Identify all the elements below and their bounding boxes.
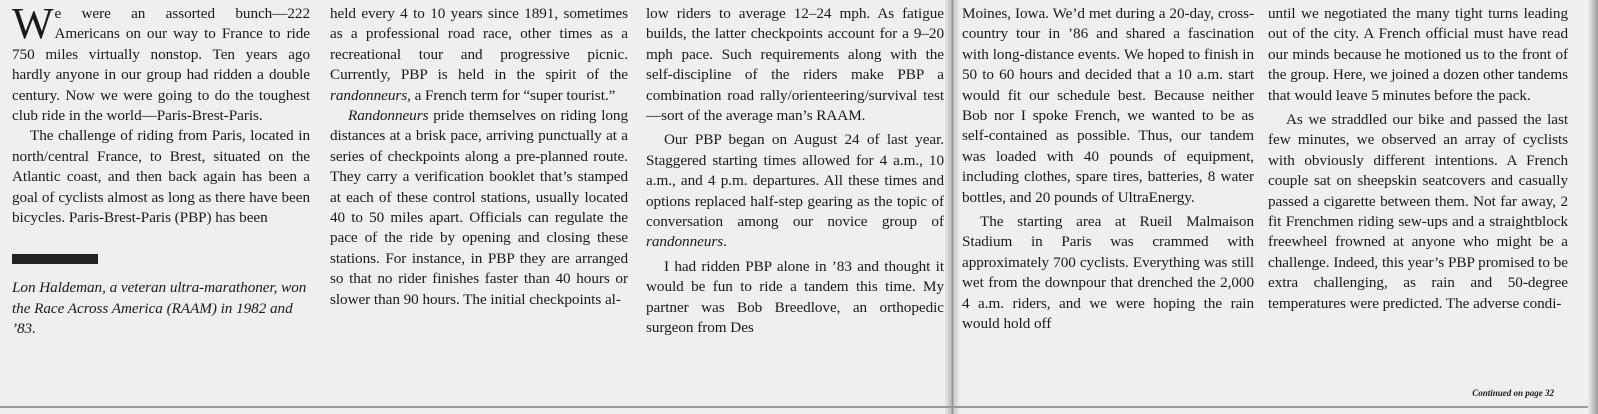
article-paragraph: Our PBP began on August 24 of last year. Staggered starting times allowed for 4 a.m., 10 a.m., and 4 p.m. departures. All these times and options replaced half-step gearing as the topic of conversation among our novice group of randonneurs. xyxy=(646,131,944,251)
page-fold-shadow xyxy=(944,0,960,414)
article-paragraph: Randonneurs pride themselves on riding long distances at a brisk pace, arriving punctually at a series of checkpoints along a pre-planned route. They carry a verification booklet that’s stamped at each of these control stations, usually located 40 to 50 miles apart. Officials can regulate the pace of the ride by opening and closing these stations. For instance, in PBP they are arranged so that no rider finishes faster than 40 hours or slower than 90 hours. The initial checkpoints al- xyxy=(330,107,628,308)
article-paragraph: Moines, Iowa. We’d met during a 20-day, cross-country tour in ’86 and shared a fascination with long-distance events. We hoped to finish in 50 to 60 hours and decided that a 10 a.m. start would fit our schedule best. Because neither Bob nor I spoke French, we wanted to be as self-contained as possible. Thus, our tandem was loaded with 40 pounds of equipment, including clothes, spare tires, batteries, 8 water bottles, and 20 pounds of UltraEnergy. xyxy=(962,5,1254,206)
article-paragraph: The challenge of riding from Paris, located in north/central France, to Brest, situated on the Atlantic coast, and then back again has been a goal of cyclists almost as long as there have been bicycles. Paris-Brest-Paris (PBP) has been xyxy=(12,127,310,227)
article-paragraph: We were an assorted bunch—222 Americans on our way to France to ride 750 miles virtually nonstop. Ten years ago hardly anyone in our group had ridden a double century. Now we were going to do the toughest club ride in the world—Paris-Brest-Paris. xyxy=(12,0,310,125)
article-paragraph: The starting area at Rueil Malmaison Stadium in Paris was crammed with approximately 700 cyclists. Everything was still wet from the downpour that drenched the 2,000 4 a.m. riders, and we were hoping the rain would hold off xyxy=(962,213,1254,333)
page-edge-shadow xyxy=(1588,0,1598,414)
article-paragraph: until we negotiated the many tight turns leading out of the city. A French official must have read our minds because he motioned us to the front of the group. Here, we joined a dozen other tandems that would leave 5 minutes before the pack. xyxy=(1268,5,1568,104)
continued-note: Continued on page 32 xyxy=(1472,388,1554,398)
article-paragraph: I had ridden PBP alone in ’83 and thought it would be fun to ride a tandem this time. My partner was Bob Breedlove, an orthopedic surgeon from Des xyxy=(646,257,944,337)
article-column-4 xyxy=(962,4,1254,335)
article-column-3 xyxy=(646,4,944,339)
bio-divider-bar xyxy=(12,254,98,264)
article-column-2 xyxy=(330,4,628,310)
article-paragraph: low riders to average 12–24 mph. As fatigue builds, the latter checkpoints account for a 9–20 mph pace. Such requirements along with the self-discipline of the riders make PBP a combination road rally/orienteering/survival test—sort of the average man’s RAAM. xyxy=(646,5,944,125)
bottom-rule xyxy=(0,406,1598,408)
article-column-5 xyxy=(1268,4,1568,314)
article-paragraph: held every 4 to 10 years since 1891, sometimes as a professional road race, other times as a recreational tour and progressive picnic. Currently, PBP is held in the spirit of the randonneurs, a French term for “super tourist.” xyxy=(330,5,628,104)
author-bio: Lon Haldeman, a veteran ultra-marathoner, won the Race Across America (RAAM) in 1982 and ’83. xyxy=(12,279,307,338)
article-column-1 xyxy=(12,0,310,340)
article-paragraph: As we straddled our bike and passed the last few minutes, we observed an array of cyclists with obviously different intentions. A French couple sat on sheepskin seatcovers and casually passed a cigarette between them. Not far away, 2 fit Frenchmen riding sew-ups and a straightblock freewheel frowned at anyone who might be a challenge. Indeed, this year’s PBP promised to be extra challenging, as rain and 50-degree temperatures were predicted. The adverse condi- xyxy=(1268,111,1568,312)
drop-cap: W xyxy=(12,0,54,48)
